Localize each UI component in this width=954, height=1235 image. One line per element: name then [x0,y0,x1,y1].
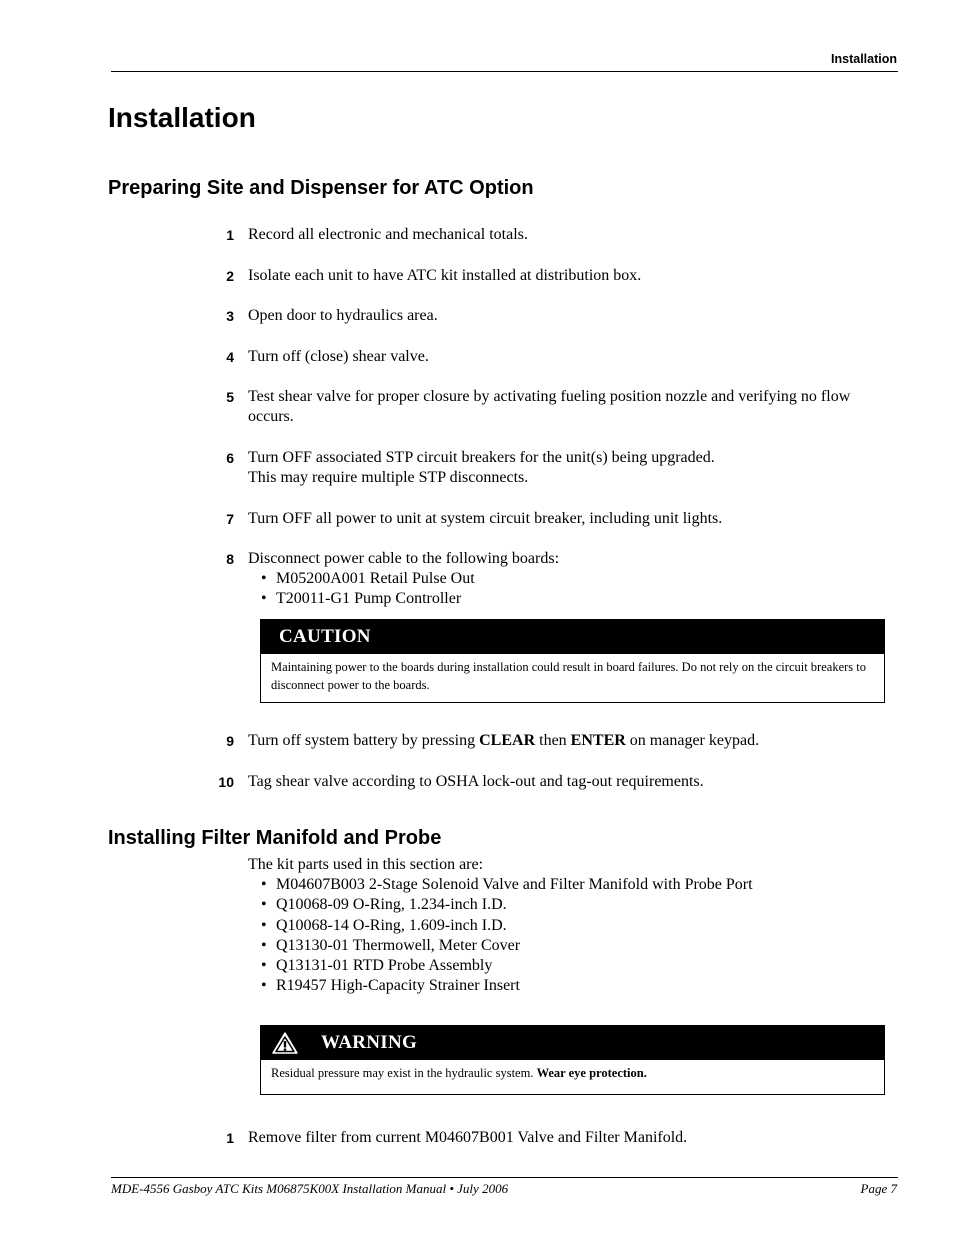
step-text-part: Turn off system battery by pressing [248,732,480,749]
list-item: • Q13131-01 RTD Probe Assembly [248,956,898,976]
list-item: • R19457 High-Capacity Strainer Insert [248,976,898,996]
step-number: 1 [226,227,234,243]
warning-triangle-icon [271,1031,299,1055]
warning-box [260,1025,885,1095]
step-text-line: Disconnect power cable to the following boards: [248,550,560,567]
step-number: 7 [226,511,234,527]
step-number: 4 [226,349,234,365]
footer-document-title: MDE-4556 Gasboy ATC Kits M06875K00X Installation Manual • July 2006 [111,1181,509,1196]
step-text [248,448,898,488]
caution-header [261,620,884,654]
section-heading-preparing-site: Preparing Site and Dispenser for ATC Option [108,177,534,199]
section-heading-installing-filter: Installing Filter Manifold and Probe [108,827,442,849]
step-text [248,387,898,427]
warning-text-part: Residual pressure may exist in the hydraulic system. [271,1066,537,1080]
list-item: • Q10068-14 O-Ring, 1.609-inch I.D. [248,916,898,936]
header-rule [111,71,898,72]
warning-label: WARNING [321,1032,418,1053]
list-item: • Q13130-01 Thermowell, Meter Cover [248,936,898,956]
step-number: 8 [226,551,234,567]
caution-label: CAUTION [279,626,371,647]
step-number: 3 [226,308,234,324]
step-text [248,731,898,751]
step-text [248,549,898,610]
step-text: Turn off (close) shear valve. [248,348,429,365]
parts-intro [248,855,898,997]
step-text: Remove filter from current M04607B001 Valve and Filter Manifold. [248,1129,688,1146]
list-item: • T20011-G1 Pump Controller [248,589,898,609]
running-header: Installation [831,52,897,66]
step-text: Turn OFF all power to unit at system circuit breaker, including unit lights. [248,510,723,527]
step-number: 9 [226,733,234,749]
warning-text [261,1060,884,1094]
step-text-line: Test shear valve for proper closure by activating fueling position nozzle and verifying no flow [248,388,851,405]
step-text-part: on manager keypad. [625,732,760,749]
step-text-line: Turn OFF associated STP circuit breakers for the unit(s) being upgraded. [248,449,715,466]
step-text-line: This may require multiple STP disconnects. [248,469,529,486]
footer-page-number: Page 7 [860,1181,897,1196]
step-text-part: then [535,732,571,749]
list-item: • Q10068-09 O-Ring, 1.234-inch I.D. [248,895,898,915]
warning-header [261,1026,884,1060]
list-item: • M04607B003 2-Stage Solenoid Valve and Filter Manifold with Probe Port [248,875,898,895]
step-text: Isolate each unit to have ATC kit installed at distribution box. [248,267,642,284]
warning-emphasis: Wear eye protection. [536,1066,647,1080]
step-number: 5 [226,389,234,405]
footer-rule [111,1177,898,1178]
parts-list [248,875,898,997]
step-number: 6 [226,450,234,466]
step-number: 10 [218,774,234,790]
list-item: • M05200A001 Retail Pulse Out [248,569,898,589]
step-text-line: occurs. [248,408,294,425]
key-name: ENTER [570,732,626,749]
step-number: 2 [226,268,234,284]
step-text: Tag shear valve according to OSHA lock-out and tag-out requirements. [248,773,704,790]
caution-box [260,619,885,703]
step-text: Record all electronic and mechanical totals. [248,226,528,243]
caution-text: Maintaining power to the boards during installation could result in board failures. Do not rely on the circuit breakers to disconnect power to the boards. [271,660,866,692]
parts-intro-text: The kit parts used in this section are: [248,856,484,873]
key-name: CLEAR [479,732,536,749]
step-number: 1 [226,1130,234,1146]
board-list [248,569,898,610]
step-text: Open door to hydraulics area. [248,307,438,324]
page-title: Installation [108,102,256,133]
